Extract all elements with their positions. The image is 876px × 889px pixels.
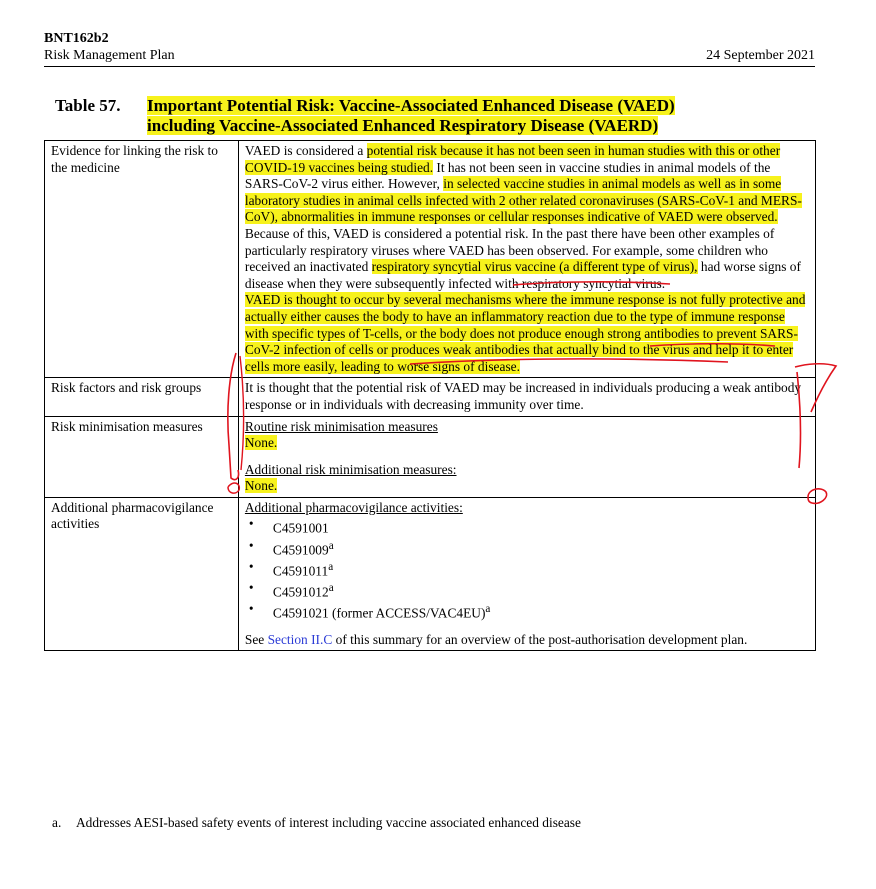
text-run: Because of this, VAED is considered a potential risk. In the past there have been other examples of particularly respiratory viruses where VAED has been observed. For example, some children who received an inactivated [244, 225, 775, 275]
header-rule [44, 66, 815, 67]
see-section-note: See Section II.C of this summary for an overview of the post-authorisation development plan. [244, 631, 748, 647]
evidence-label: Evidence for linking the risk to the medicine [45, 141, 239, 378]
pharmacovigilance-cell [238, 497, 815, 651]
minimisation-label: Risk minimisation measures [45, 416, 239, 497]
footnote: a. Addresses AESI-based safety events of interest including vaccine associated enhanced disease [52, 815, 581, 830]
pharmacovigilance-label: Additional pharmacovigilance activities [45, 497, 239, 651]
table-title [55, 96, 815, 136]
highlighted-text: VAED is thought to occur by several mechanisms where the immune response is not fully protective and actually either causes the body to have an inflammatory reaction due to the type of immune response with specific types of T-cells, or the body does not produce enough strong antibodies to prevent SARS-CoV-2 infection of cells or produces weak antibodies that actually bind to the virus and help it to enter cells more easily, leading to worse signs of disease. [244, 292, 806, 374]
evidence-paragraph-2 [245, 292, 809, 375]
text-run: VAED is considered a [244, 143, 367, 158]
document-name: Risk Management Plan [44, 48, 175, 63]
text-run: It has not been seen in vaccine studies in animal models of the SARS-CoV-2 virus either. However, [244, 159, 771, 192]
activity-list [245, 516, 809, 621]
product-name: BNT162b2 [44, 31, 109, 46]
risk-factors-text: It is thought that the potential risk of VAED may be increased in individuals producing a weak antibody response or in individuals with decreasing immunity over time. [238, 378, 815, 416]
section-link[interactable]: Section II.C [267, 631, 333, 647]
table-row [45, 416, 816, 497]
table-row [45, 141, 816, 378]
list-item: • C4591012$^a$ [245, 580, 809, 601]
text-run: had worse signs of disease when they were subsequently infected with respiratory syncytial virus. [244, 259, 801, 291]
highlighted-text: potential risk because it has not been seen in human studies with this or other COVID-19 vaccines being studied. [244, 143, 781, 175]
table-title-line2: including Vaccine-Associated Enhanced Respiratory Disease (VAERD) [147, 116, 659, 135]
pharmacovigilance-heading: Additional pharmacovigilance activities: [244, 499, 463, 515]
header-row [44, 47, 815, 64]
evidence-cell [238, 141, 815, 378]
list-item: • C4591021 (former ACCESS/VAC4EU)$^a$ [245, 601, 809, 622]
list-item: • C4591011$^a$ [245, 559, 809, 580]
document-date: 24 September 2021 [706, 48, 815, 63]
evidence-paragraph-1 [245, 143, 809, 292]
routine-value: None. [244, 435, 278, 451]
list-item: • C4591001 [245, 516, 809, 537]
table-title-line1: Important Potential Risk: Vaccine-Associated Enhanced Disease (VAED) [147, 96, 675, 115]
list-item: • C4591009$^a$ [245, 538, 809, 559]
minimisation-cell [238, 416, 815, 497]
table-row [45, 378, 816, 416]
highlighted-text: respiratory syncytial virus vaccine (a different type of virus), [371, 259, 698, 275]
table-number: Table 57. [55, 96, 121, 115]
additional-value: None. [244, 478, 278, 494]
risk-table [44, 140, 816, 651]
additional-heading: Additional risk minimisation measures: [244, 461, 457, 477]
risk-factors-label: Risk factors and risk groups [45, 378, 239, 416]
routine-heading: Routine risk minimisation measures [244, 418, 438, 434]
table-row [45, 497, 816, 651]
highlighted-text: in selected vaccine studies in animal models as well as in some laboratory studies in animal cells infected with 2 other related coronaviruses (SARS-CoV-1 and MERS-CoV), abnormalities in immune responses or cellular responses indicative of VAED were observed. [244, 176, 802, 225]
